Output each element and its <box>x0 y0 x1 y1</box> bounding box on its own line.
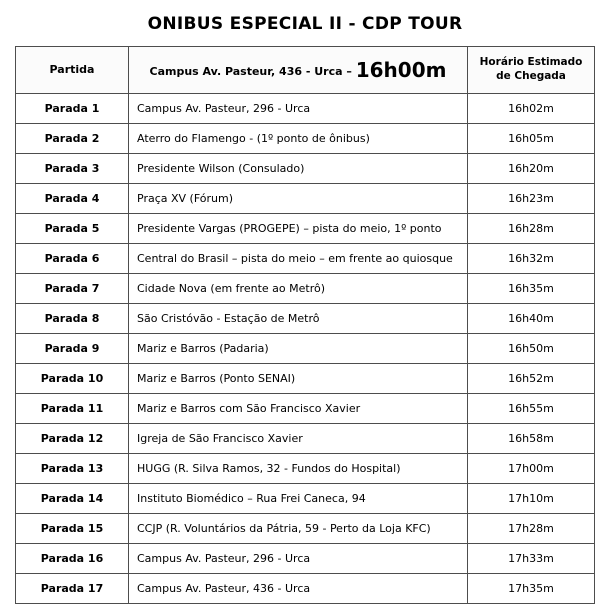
stop-name: Parada 11 <box>16 394 129 424</box>
arrival-time: 16h28m <box>468 214 595 244</box>
header-partida: Partida <box>16 47 129 94</box>
table-row <box>16 514 595 544</box>
table-row <box>16 394 595 424</box>
arrival-time: 17h35m <box>468 574 595 604</box>
stop-name: Parada 10 <box>16 364 129 394</box>
stop-name: Parada 16 <box>16 544 129 574</box>
table-head <box>16 47 595 94</box>
stop-name: Parada 15 <box>16 514 129 544</box>
arrival-time: 16h40m <box>468 304 595 334</box>
table-row <box>16 334 595 364</box>
stop-location: Campus Av. Pasteur, 296 - Urca <box>129 544 468 574</box>
table-row <box>16 454 595 484</box>
stop-name: Parada 2 <box>16 124 129 154</box>
stop-name: Parada 9 <box>16 334 129 364</box>
arrival-time: 17h33m <box>468 544 595 574</box>
stop-name: Parada 4 <box>16 184 129 214</box>
stop-location: Presidente Vargas (PROGEPE) – pista do meio, 1º ponto <box>129 214 468 244</box>
stop-name: Parada 8 <box>16 304 129 334</box>
arrival-time: 16h05m <box>468 124 595 154</box>
stop-location: Igreja de São Francisco Xavier <box>129 424 468 454</box>
arrival-time: 16h02m <box>468 94 595 124</box>
arrival-time: 16h23m <box>468 184 595 214</box>
arrival-time: 17h00m <box>468 454 595 484</box>
table-row <box>16 124 595 154</box>
arrival-time: 16h52m <box>468 364 595 394</box>
table-row <box>16 364 595 394</box>
stop-location: Aterro do Flamengo - (1º ponto de ônibus) <box>129 124 468 154</box>
table-row <box>16 244 595 274</box>
stop-location: Instituto Biomédico – Rua Frei Caneca, 94 <box>129 484 468 514</box>
table-row <box>16 544 595 574</box>
stop-location: Presidente Wilson (Consulado) <box>129 154 468 184</box>
page-title: ONIBUS ESPECIAL II - CDP TOUR <box>147 14 463 34</box>
arrival-time: 16h20m <box>468 154 595 184</box>
header-arrival-time: Horário Estimado de Chegada <box>468 47 595 94</box>
stop-location: Campus Av. Pasteur, 296 - Urca <box>129 94 468 124</box>
stop-location: Cidade Nova (em frente ao Metrô) <box>129 274 468 304</box>
table-body <box>16 94 595 604</box>
stop-location: Mariz e Barros (Ponto SENAI) <box>129 364 468 394</box>
stop-location: São Cristóvão - Estação de Metrô <box>129 304 468 334</box>
table-row <box>16 274 595 304</box>
arrival-time: 17h28m <box>468 514 595 544</box>
stop-name: Parada 6 <box>16 244 129 274</box>
arrival-time: 16h35m <box>468 274 595 304</box>
table-row <box>16 424 595 454</box>
stop-name: Parada 17 <box>16 574 129 604</box>
stop-location: Mariz e Barros com São Francisco Xavier <box>129 394 468 424</box>
stop-name: Parada 5 <box>16 214 129 244</box>
arrival-time: 16h50m <box>468 334 595 364</box>
arrival-time: 16h55m <box>468 394 595 424</box>
arrival-time: 17h10m <box>468 484 595 514</box>
stop-name: Parada 3 <box>16 154 129 184</box>
stop-location: Central do Brasil – pista do meio – em frente ao quiosque <box>129 244 468 274</box>
table-row <box>16 94 595 124</box>
table-row <box>16 484 595 514</box>
stop-name: Parada 1 <box>16 94 129 124</box>
table-row <box>16 304 595 334</box>
table-row <box>16 184 595 214</box>
table-row <box>16 214 595 244</box>
stop-location: CCJP (R. Voluntários da Pátria, 59 - Perto da Loja KFC) <box>129 514 468 544</box>
table-row <box>16 154 595 184</box>
arrival-time: 16h58m <box>468 424 595 454</box>
stop-location: Praça XV (Fórum) <box>129 184 468 214</box>
header-route <box>129 47 468 94</box>
stop-name: Parada 14 <box>16 484 129 514</box>
table-row <box>16 574 595 604</box>
table-header-row <box>16 47 595 94</box>
arrival-time: 16h32m <box>468 244 595 274</box>
header-departure-time: 16h00m <box>355 57 447 82</box>
stop-location: HUGG (R. Silva Ramos, 32 - Fundos do Hospital) <box>129 454 468 484</box>
header-route-text: Campus Av. Pasteur, 436 - Urca – <box>149 64 356 78</box>
schedule-table <box>15 46 595 604</box>
stop-location: Campus Av. Pasteur, 436 - Urca <box>129 574 468 604</box>
stop-name: Parada 7 <box>16 274 129 304</box>
stop-name: Parada 13 <box>16 454 129 484</box>
stop-location: Mariz e Barros (Padaria) <box>129 334 468 364</box>
stop-name: Parada 12 <box>16 424 129 454</box>
